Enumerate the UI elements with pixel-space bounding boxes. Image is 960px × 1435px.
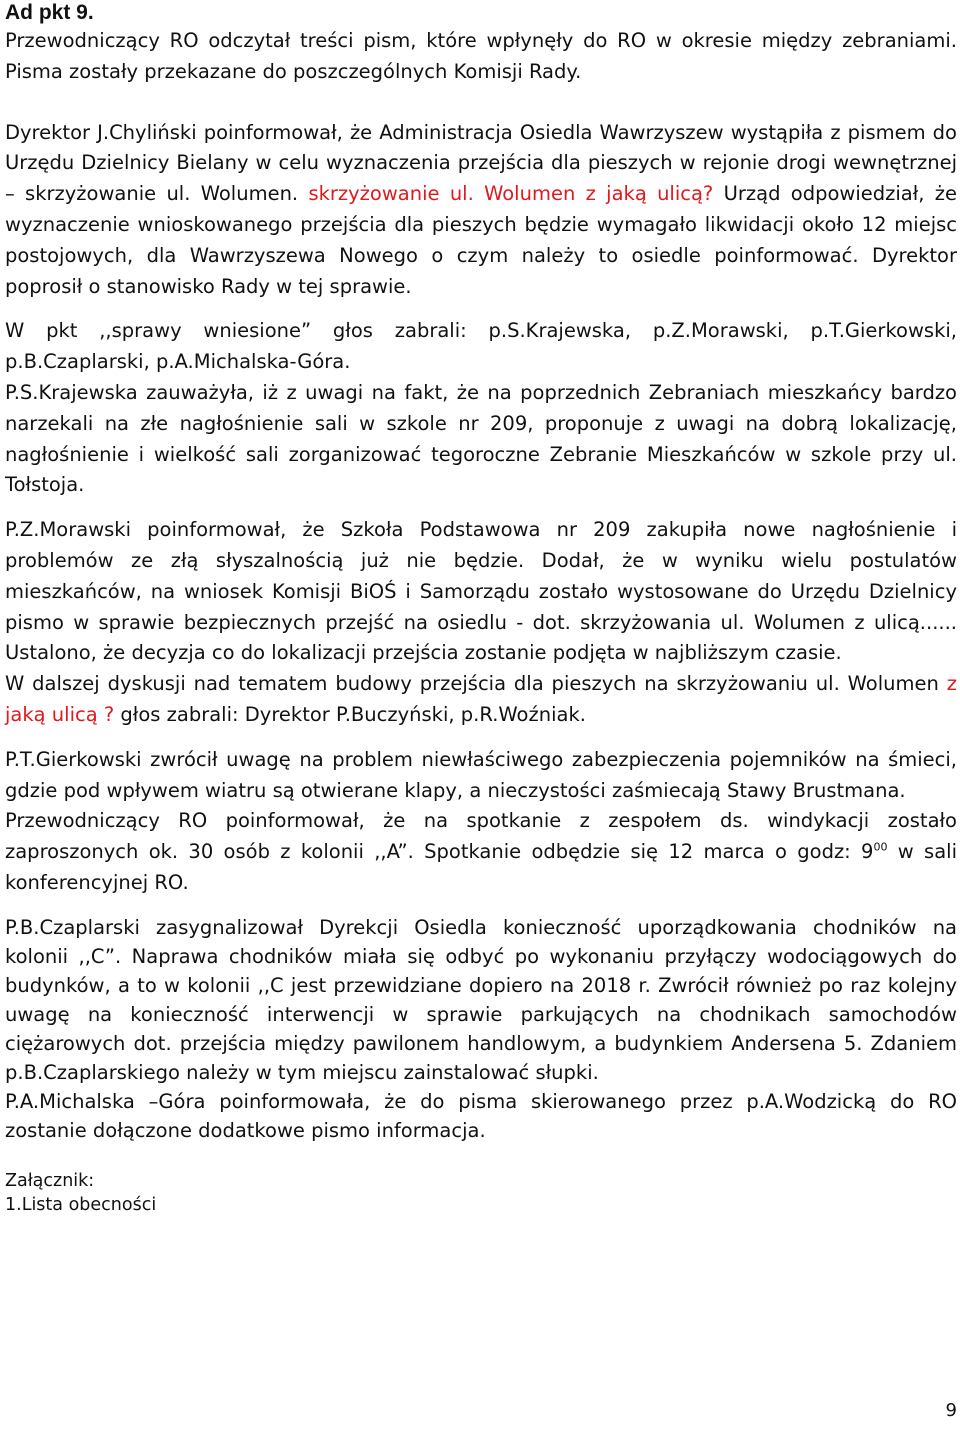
spacer	[5, 302, 957, 316]
attachment-item: 1.Lista obecności	[5, 1194, 157, 1215]
highlighted-question: skrzyżowanie ul. Wolumen z jaką ulicą?	[308, 182, 714, 206]
text-run: Przewodniczący RO poinformował, że na spotkanie z zespołem ds. windykacji zostało zaproszonych ok. 30 osób z kolonii ,,A”. Spotkanie odbędzie się 12 marca o godz: 9	[5, 809, 957, 864]
paragraph-czaplarski: P.B.Czaplarski zasygnalizował Dyrekcji Osiedla konieczność uporządkowania chodników na kolonii ,,C”. Naprawa chodników miała się odbyć po wykonaniu przyłączy wodociągowych do budynków, a to w kolonii ,,C jest przewidziane dopiero na 2018 r. Zwrócił również po raz kolejny uwagę na konieczność interwencji w sprawie parkujących na chodnikach samochodów ciężarowych dot. przejścia między pawilonem handlowym, a budynkiem Andersena 5. Zdaniem p.B.Czaplarskiego należy w tym miejscu zainstalować słupki.	[5, 915, 957, 1084]
time-superscript: 00	[873, 840, 888, 854]
spacer	[5, 899, 957, 913]
paragraph-gierkowski: P.T.Gierkowski zwrócił uwagę na problem niewłaściwego zabezpieczenia pojemników na śmieci, gdzie pod wpływem wiatru są otwierane klapy, a nieczystości zaśmiecają Stawy Brustmana.	[5, 747, 957, 802]
text-run: głos zabrali: Dyrektor P.Buczyński, p.R.Woźniak.	[114, 702, 586, 726]
highlighted-question: z jaką ulicą ?	[5, 672, 957, 726]
paragraph-michalska: P.A.Michalska –Góra poinformowała, że do pisma skierowanego przez p.A.Wodzicką do RO zostanie dołączone dodatkowe pismo informacja.	[5, 1089, 957, 1142]
spacer	[5, 731, 957, 745]
text-run: w sali konferencyjnej RO.	[5, 840, 957, 894]
attachment-label: Załącznik:	[5, 1170, 95, 1191]
paragraph-speakers: W pkt ,,sprawy wniesione” głos zabrali: p.S.Krajewska, p.Z.Morawski, p.T.Gierkowski, p.B.Czaplarski, p.A.Michalska-Góra.	[5, 319, 957, 374]
document-page	[5, 0, 957, 1217]
paragraph-morawski: P.Z.Morawski poinformował, że Szkoła Podstawowa nr 209 zakupiła nowe nagłośnienie i problemów ze złą słyszalnością już nie będzie. Dodał, że w wyniku wielu postulatów mieszkańców, na wniosek Komisji BiOŚ i Samorządu zostało wystosowane do Urzędu Dzielnicy pismo w sprawie bezpiecznych przejść na osiedlu - dot. skrzyżowania ul. Wolumen z ulicą...... Ustalono, że decyzja co do lokalizacji przejścia zostanie podjęta w najbliższym czasie.	[5, 518, 957, 665]
page-number: 9	[945, 1400, 957, 1421]
paragraph-director-report	[5, 118, 957, 303]
text-run: Dyrektor J.Chyliński poinformował, że Administracja Osiedla Wawrzyszew wystąpiła z pismem do Urzędu Dzielnicy Bielany w celu wyznaczenia przejścia dla pieszych w rejonie drogi wewnętrznej – skrzyżowanie ul. Wolumen.	[5, 120, 957, 206]
text-run: W dalszej dyskusji nad tematem budowy przejścia dla pieszych na skrzyżowaniu ul. Wolumen	[5, 672, 947, 696]
section-heading: Ad pkt 9.	[5, 1, 94, 24]
paragraph-discussion	[5, 669, 957, 731]
spacer	[5, 88, 957, 118]
paragraph-krajewska: P.S.Krajewska zauważyła, iż z uwagi na fakt, że na poprzednich Zebraniach mieszkańcy bardzo narzekali na złe nagłośnienie sali w szkole nr 209, proponuje z uwagi na dobrą lokalizację, nagłośnienie i wielkość sali zorganizować tegoroczne Zebranie Mieszkańców w szkole przy ul. Tołstoja.	[5, 380, 957, 497]
spacer	[5, 501, 957, 515]
paragraph-chairman	[5, 806, 957, 898]
paragraph-correspondence: Przewodniczący RO odczytał treści pism, które wpłynęły do RO w okresie między zebraniami. Pisma zostały przekazane do poszczególnych Komisji Rady.	[5, 29, 957, 83]
text-run: Urząd odpowiedział, że wyznaczenie wnioskowanego przejścia dla pieszych będzie wymagało likwidacji około 12 miejsc postojowych, dla Wawrzyszewa Nowego o czym należy to osiedle poinformować. Dyrektor poprosił o stanowisko Rady w tej sprawie.	[5, 182, 958, 298]
